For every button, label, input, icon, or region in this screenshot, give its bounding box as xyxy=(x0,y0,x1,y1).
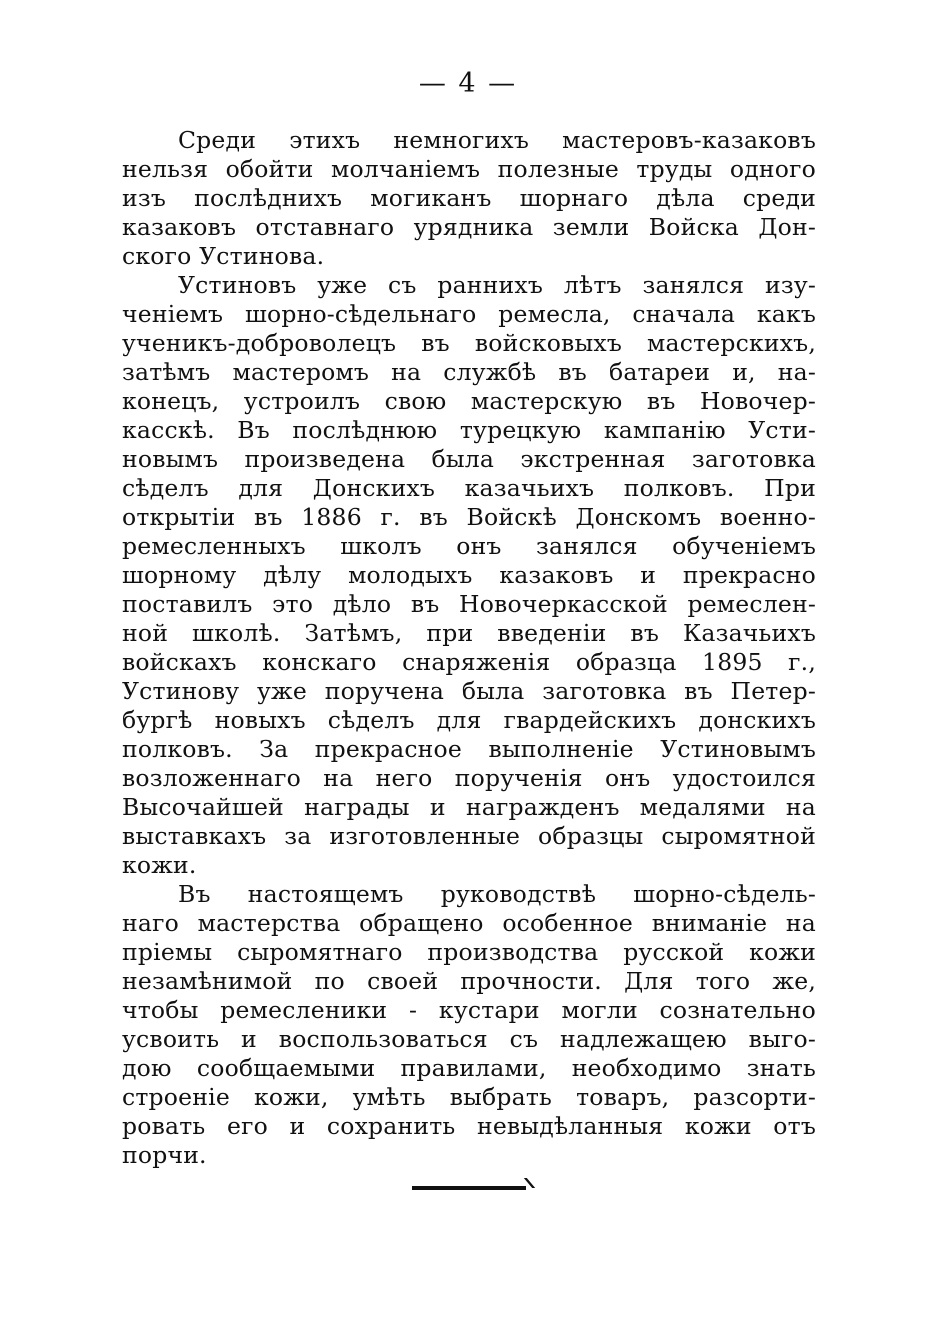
text-line: новымъ произведена была экстренная заготовка xyxy=(122,445,816,473)
text-line: шорному дѣлу молодыхъ казаковъ и прекрасно xyxy=(122,561,816,589)
page-number: — 4 — xyxy=(418,68,518,99)
text-line: незамѣнимой по своей прочности. Для того же, xyxy=(122,967,816,995)
text-line: дою сообщаемыми правилами, необходимо знать xyxy=(122,1054,816,1082)
text-line: кожи. xyxy=(122,851,197,879)
text-line: ченіемъ шорно-сѣдельнаго ремесла, сначала какъ xyxy=(122,300,816,328)
text-line: Высочайшей награды и награжденъ медалями на xyxy=(122,793,816,821)
text-line: войскахъ конскаго снаряженія образца 1895 г., xyxy=(122,648,816,676)
text-line: Въ настоящемъ руководствѣ шорно-сѣдель- xyxy=(178,880,816,908)
text-line: чтобы ремесленики - кустари могли сознательно xyxy=(122,996,816,1024)
text-line: ского Устинова. xyxy=(122,242,325,270)
text-line: затѣмъ мастеромъ на службѣ въ батареи и, на- xyxy=(122,358,816,386)
closing-rule xyxy=(412,1186,526,1190)
body-text xyxy=(122,126,816,1170)
text-line: открытіи въ 1886 г. въ Войскѣ Донскомъ военно- xyxy=(122,503,816,531)
text-line: усвоить и воспользоваться съ надлежащею выго- xyxy=(122,1025,816,1053)
text-line: бургѣ новыхъ сѣделъ для гвардейскихъ донскихъ xyxy=(122,706,816,734)
text-line: полковъ. За прекрасное выполненіе Устиновымъ xyxy=(122,735,816,763)
text-line: наго мастерства обращено особенное вниманіе на xyxy=(122,909,816,937)
text-line: казаковъ отставнаго урядника земли Войска Дон- xyxy=(122,213,816,241)
text-line: пріемы сыромятнаго производства русской кожи xyxy=(122,938,816,966)
text-line: Устинову уже поручена была заготовка въ Петер- xyxy=(122,677,816,705)
text-line: поставилъ это дѣло въ Новочеркасской ремеслен- xyxy=(122,590,816,618)
text-line: касскѣ. Въ послѣднюю турецкую кампанію Усти- xyxy=(122,416,816,444)
text-line: Среди этихъ немногихъ мастеровъ-казаковъ xyxy=(178,126,816,154)
text-line: нельзя обойти молчаніемъ полезные труды одного xyxy=(122,155,816,183)
text-line: ученикъ-доброволецъ въ войсковыхъ мастерскихъ, xyxy=(122,329,816,357)
text-line: ровать его и сохранить невыдѣланныя кожи отъ xyxy=(122,1112,816,1140)
text-line: возложеннаго на него порученія онъ удостоился xyxy=(122,764,816,792)
text-line: конецъ, устроилъ свою мастерскую въ Новочер- xyxy=(122,387,816,415)
text-line: ной школѣ. Затѣмъ, при введеніи въ Казачьихъ xyxy=(122,619,816,647)
text-line: порчи. xyxy=(122,1141,207,1169)
text-line: ремесленныхъ школъ онъ занялся обученіемъ xyxy=(122,532,816,560)
text-line: изъ послѣднихъ могиканъ шорнаго дѣла среди xyxy=(122,184,816,212)
text-line: Устиновъ уже съ раннихъ лѣтъ занялся изу- xyxy=(178,271,816,299)
text-line: выставкахъ за изготовленные образцы сыромятной xyxy=(122,822,816,850)
text-line: строеніе кожи, умѣть выбрать товаръ, разсорти- xyxy=(122,1083,816,1111)
text-line: сѣделъ для Донскихъ казачьихъ полковъ. При xyxy=(122,474,816,502)
